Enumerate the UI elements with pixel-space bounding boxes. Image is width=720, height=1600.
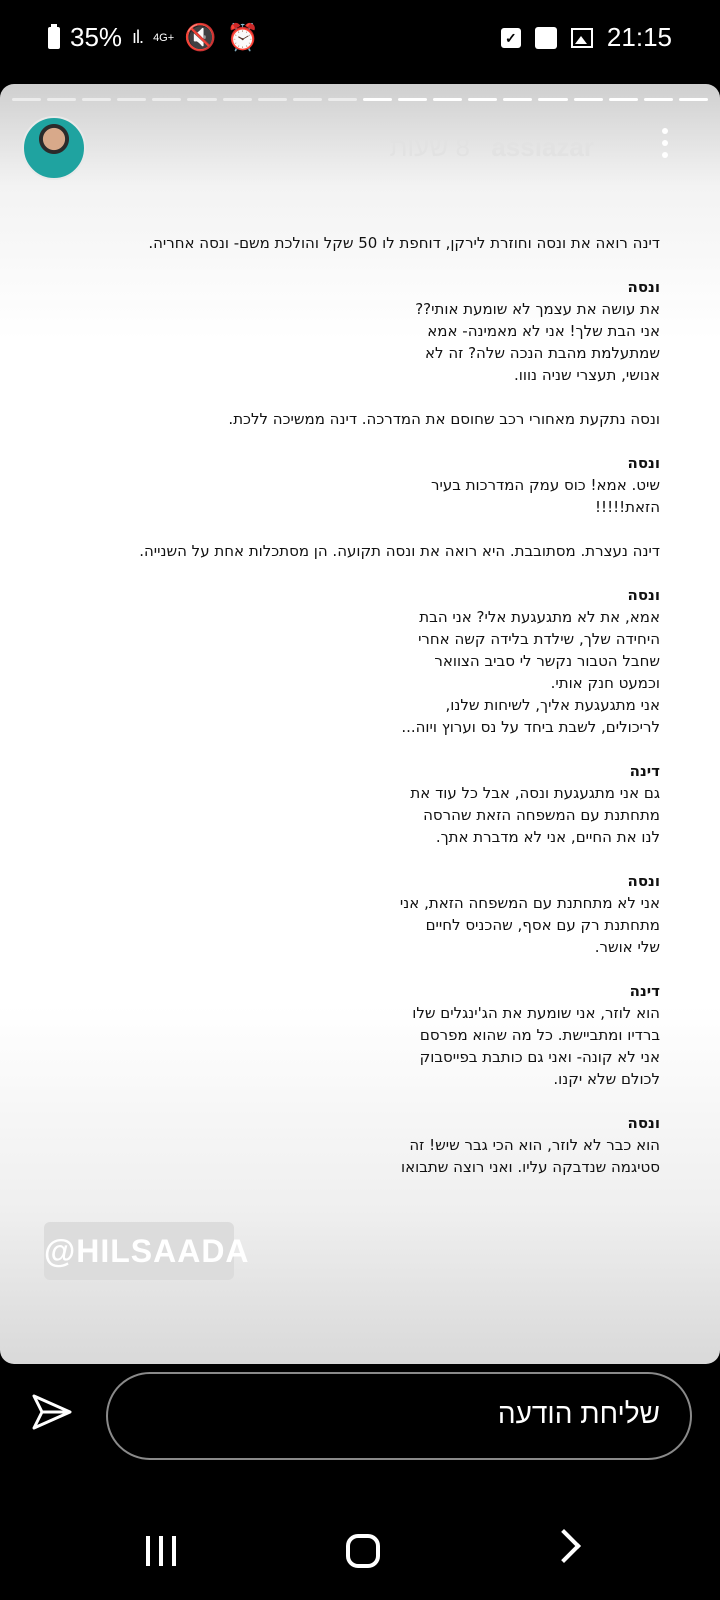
action-block (70, 540, 660, 562)
script-line: אמא, את לא מתגעגעת אלי? אני הבת (419, 608, 660, 626)
character-name: ונסה (627, 872, 660, 890)
script-line: שיט. אמא! כוס עמק המדרכות בעיר (431, 476, 660, 494)
action-block (70, 232, 660, 254)
progress-segment (609, 98, 638, 101)
battery-level: 35% (70, 22, 123, 52)
progress-segment (293, 98, 322, 101)
script-line: אנושי, תעצרי שניה נווו. (514, 366, 660, 384)
watermark: @HILSAADA (44, 1222, 234, 1280)
reply-input[interactable] (106, 1372, 692, 1460)
status-bar (0, 0, 720, 80)
script-line: הוא כבר לא לוזר, הוא הכי גבר שיש! זה (409, 1136, 660, 1154)
progress-segment (223, 98, 252, 101)
script-line: שלי אושר. (594, 938, 660, 956)
progress-segment (187, 98, 216, 101)
script-line: הזאת!!!!! (595, 498, 660, 516)
mute-icon: 🔇 (184, 22, 217, 52)
dialog-block (70, 276, 660, 386)
progress-segment (12, 98, 41, 101)
action-block (70, 408, 660, 430)
character-name: ונסה (627, 586, 660, 604)
script-line: לכולם שלא יקנו. (553, 1070, 660, 1088)
character-name: דינה (629, 762, 660, 780)
story-card[interactable] (0, 84, 720, 1364)
character-name: ונסה (627, 1114, 660, 1132)
script-line: מתחתנת עם המשפחה הזאת שהרסה (423, 806, 660, 824)
progress-segment (47, 98, 76, 101)
script-line: הוא לוזר, אני שומעת את הג'ינגלים שלו (412, 1004, 660, 1022)
avatar[interactable] (22, 116, 86, 180)
progress-segment (82, 98, 111, 101)
script-line: דינה נעצרת. מסתובבת. היא רואה את ונסה תקועה. הן מסתכלות אחת על השנייה. (139, 542, 660, 560)
script-line: היחידה שלך, שילדת בלידה קשה אחרי (418, 630, 660, 648)
script-line: ברדיו ומתביישת. כל מה שהוא מפרסם (419, 1026, 660, 1044)
alarm-icon: ⏰ (226, 22, 259, 52)
progress-segment (538, 98, 567, 101)
progress-segment (433, 98, 462, 101)
image-icon (571, 28, 593, 48)
story-time: 8 שעות (389, 132, 470, 162)
back-button[interactable] (547, 1529, 581, 1563)
dialog-block (70, 452, 660, 518)
progress-segment (328, 98, 357, 101)
progress-segment (574, 98, 603, 101)
script-line: אני לא מתחתנת עם המשפחה הזאת, אני (399, 894, 660, 912)
character-name: ונסה (627, 454, 660, 472)
script-line: שמתעלמת מהבת הנכה שלה? זה לא (425, 344, 660, 362)
script-line: אני הבת שלך! אני לא מאמינה- אמא (427, 322, 660, 340)
script-line: גם אני מתגעגעת ונסה, אבל כל עוד את (410, 784, 660, 802)
more-options-icon[interactable] (662, 128, 668, 164)
clock: 21:15 (606, 22, 672, 52)
home-button[interactable] (346, 1534, 380, 1568)
script-line: לנו את החיים, אני לא מדברת אתך. (435, 828, 660, 846)
progress-segment (258, 98, 287, 101)
script-line: דינה רואה את ונסה וחוזרת לירקן, דוחפת לו 50 שקל והולכת משם- ונסה אחריה. (148, 234, 660, 252)
dialog-block (70, 1112, 660, 1178)
check-icon: ✓ (501, 28, 521, 48)
dialog-block (70, 870, 660, 958)
script-line: לריכולים, לשבת ביחד על נס וערוץ ויוה... (401, 718, 660, 736)
nav-bar (0, 1504, 720, 1600)
progress-segment (363, 98, 392, 101)
reply-placeholder: שליחת הודעה (497, 1398, 660, 1429)
progress-segment (468, 98, 497, 101)
dialog-block (70, 980, 660, 1090)
puzzle-icon (535, 27, 557, 49)
script-line: אני לא קונה- ואני גם כותבת בפייסבוק (419, 1048, 660, 1066)
progress-segment (117, 98, 146, 101)
script-line: סטיגמה שנדבקה עליו. ואני רוצה שתבואו (401, 1158, 660, 1176)
username[interactable]: assiazar (491, 132, 594, 162)
progress-segment (152, 98, 181, 101)
recent-apps-button[interactable] (146, 1536, 176, 1566)
dialog-block (70, 584, 660, 738)
script-line: וכמעט חנק אותי. (550, 674, 660, 692)
character-name: ונסה (627, 278, 660, 296)
progress-segment (644, 98, 673, 101)
story-progress (12, 98, 708, 101)
network-type: 4G+ (153, 31, 175, 44)
script-line: מתחתנת רק עם אסף, שהכניס לחיים (425, 916, 660, 934)
dialog-block (70, 760, 660, 848)
script-line: את עושה את עצמך לא שומעת אותי?? (415, 300, 660, 318)
script-line: אני מתגעגעת אליך, לשיחות שלנו, (445, 696, 660, 714)
character-name: דינה (629, 982, 660, 1000)
progress-segment (398, 98, 427, 101)
story-script-text (70, 232, 660, 1200)
script-line: שחבל הטבור נקשר לי סביב הצוואר (434, 652, 660, 670)
signal-icon: ıl. (132, 27, 144, 47)
progress-segment (503, 98, 532, 101)
battery-icon (48, 27, 60, 49)
progress-segment (679, 98, 708, 101)
send-icon[interactable] (30, 1392, 74, 1436)
script-line: ונסה נתקעת מאחורי רכב שחוסם את המדרכה. דינה ממשיכה ללכת. (228, 410, 660, 428)
